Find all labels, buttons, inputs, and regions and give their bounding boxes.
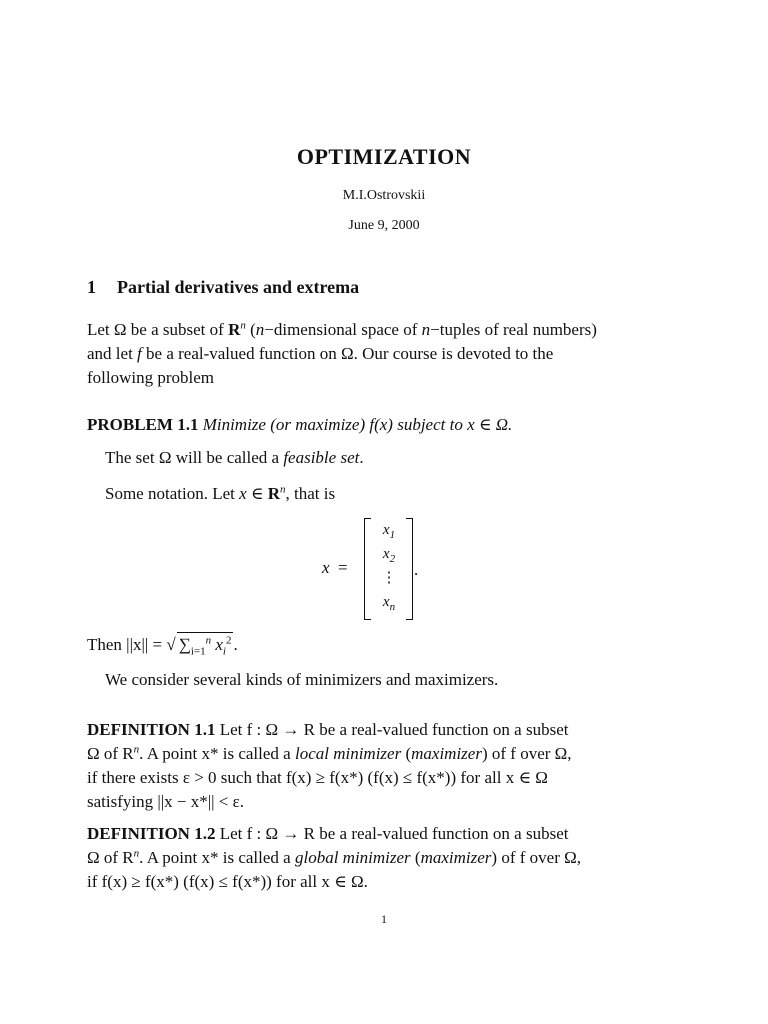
matrix-entry-n: $x_n$ (382, 594, 396, 613)
definition-1-1: DEFINITION 1.1 Let f : Ω → R be a real-valued function on a subset Ω of $R^n$. A point x* is called a local minimizer (maximizer) of f over Ω, if there exists ε > 0 such that f(x) ≥ f(x*) (f(x) ≤ f(x*)) for all x ∈ Ω satisfying ||x − x*|| < ε. (87, 720, 572, 811)
def1-line2a: Ω of R (87, 744, 134, 763)
norm-pre: Then ||x|| = (87, 635, 163, 654)
def2-line1: Let f : Ω → R be a real-valued function on a subset (219, 824, 569, 843)
matrix-left-bracket (364, 518, 371, 620)
intro-text-3: tuples of real numbers) (439, 320, 597, 339)
problem-statement (87, 413, 659, 437)
def2-label: DEFINITION 1.2 (87, 824, 216, 843)
def1-label: DEFINITION 1.1 (87, 720, 216, 739)
matrix-entry-2: $x_2$ (382, 546, 396, 565)
def1-line4: satisfying ||x − x*|| < ε. (87, 792, 245, 811)
intro-text-4: and let (87, 344, 133, 363)
sum-symbol: ∑ (178, 635, 191, 654)
norm-definition: Then ||x|| = √ $\sum_{i=1}^n$ $x_i^2$ . (87, 632, 659, 657)
vector-matrix (322, 512, 432, 622)
feasible-set-sentence (105, 448, 364, 468)
feasible-pre: The set Ω will be called a (105, 448, 280, 467)
intro-text-6: following problem (87, 368, 215, 387)
sqrt-expression: $\sum_{i=1}^n$ $x_i^2$ (177, 632, 234, 657)
def1-line2c: of f over Ω, (491, 744, 572, 763)
section-title: Partial derivatives and extrema (117, 277, 360, 297)
paper-title: OPTIMIZATION (296, 144, 472, 169)
feasible-post: . (359, 448, 364, 467)
matrix-equals: = (338, 558, 348, 577)
matrix-right-bracket (406, 518, 413, 620)
def2-line2b: . A point x* is called a (139, 848, 291, 867)
def1-line1: Let f : Ω → R be a real-valued function on a subset (219, 720, 569, 739)
definition-1-2: DEFINITION 1.2 Let f : Ω → R be a real-valued function on a subset Ω of $R^n$. A point x* is called a global minimizer (maximizer) of f over Ω, if f(x) ≥ f(x*) (f(x) ≤ f(x*)) for all x ∈ Ω. (87, 824, 582, 891)
problem-label: PROBLEM 1.1 (87, 415, 199, 434)
notation-text: Some notation. Let (105, 484, 235, 503)
matrix-period: . (414, 560, 419, 579)
def2-line3: if f(x) ≥ f(x*) (f(x) ≤ f(x*)) for all x ∈ Ω. (87, 872, 368, 891)
matrix-entry-dots: ⋮ (381, 570, 397, 586)
def1-line2b: . A point x* is called a (139, 744, 291, 763)
notation-post: , that is (285, 484, 336, 503)
matrix-lhs: x (322, 558, 330, 577)
notation-sentence: Some notation. Let x ∈ $R^n$, that is (105, 483, 336, 503)
matrix-entry-1: $x_1$ (382, 522, 396, 541)
intro-text-5: be a real-valued function on Ω. Our course is devoted to the (146, 344, 554, 363)
def1-local-term: local minimizer (294, 744, 402, 763)
section-heading (87, 277, 359, 298)
section-number: 1 (87, 277, 96, 297)
def2-line2a: Ω of R (87, 848, 134, 867)
problem-text: Minimize (or maximize) f(x) subject to x ∈ Ω. (202, 415, 513, 434)
paper-author: M.I.Ostrovskii (342, 188, 426, 203)
def2-max-term: maximizer (420, 848, 492, 867)
norm-post: . (233, 635, 238, 654)
def1-max-term: maximizer (411, 744, 482, 763)
intro-paragraph: Let Ω be a subset of $R^n$ (n−dimensional space of n−tuples of real numbers) and let f be a real-valued function on Ω. Our course is devoted to the following problem (87, 319, 597, 387)
def2-global-term: global minimizer (294, 848, 411, 867)
feasible-term: feasible set (283, 448, 360, 467)
kinds-sentence: We consider several kinds of minimizers and maximizers. (105, 670, 499, 689)
def2-line2c: of f over Ω, (501, 848, 582, 867)
intro-text-1: be a subset of (130, 320, 224, 339)
page-number: 1 (381, 912, 387, 926)
intro-text-2: dimensional space of (273, 320, 418, 339)
def1-line3: if there exists ε > 0 such that f(x) ≥ f(x*) (f(x) ≤ f(x*)) for all x ∈ Ω (87, 768, 548, 787)
paper-date: June 9, 2000 (348, 218, 420, 233)
